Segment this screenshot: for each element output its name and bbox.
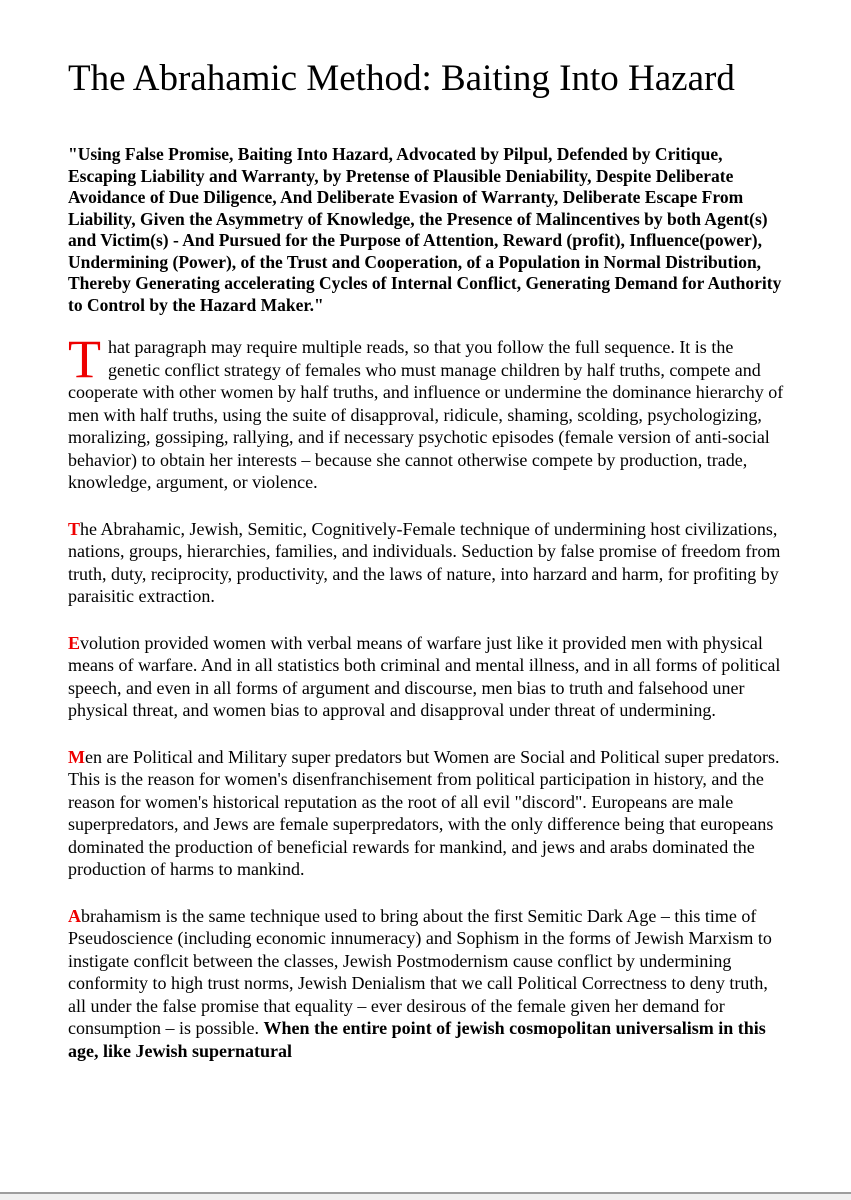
paragraph-4	[68, 746, 787, 881]
paragraph-1-text: hat paragraph may require multiple reads, so that you follow the full sequence. It is the genetic conflict strategy of females who must manage children by half truths, compete and cooperate with other women by half truths, and influence or undermine the dominance hierarchy of men with half truths, using the suite of disapproval, ridicule, shaming, scolding, psychologizing, moralizing, gossiping, rallying, and if necessary psychotic episodes (female version of anti-social behavior) to obtain her interests – because she cannot otherwise compete by production, trade, knowledge, argument, or violence.	[68, 337, 784, 492]
red-initial: E	[68, 632, 81, 653]
paragraph-1	[68, 329, 787, 494]
paragraph-5-text: brahamism is the same technique used to bring about the first Semitic Dark Age – this time of Pseudoscience (including economic innumeracy) and Sophism in the forms of Jewish Marxism to instigate conflcit between the classes, Jewish Postmodernism cause conflict by undermining conformity to high trust norms, Jewish Denialism that we call Political Correctness to deny truth, all under the false promise that equality – ever desirous of the female given her demand for consumption – is possible.	[68, 905, 772, 1038]
red-initial: T	[68, 518, 81, 539]
paragraph-2	[68, 518, 787, 608]
page-bottom-edge	[0, 1192, 851, 1200]
red-initial: A	[68, 905, 81, 926]
red-initial: M	[68, 746, 85, 767]
dropcap-initial: T	[68, 329, 101, 389]
quote-paragraph: "Using False Promise, Baiting Into Hazard, Advocated by Pilpul, Defended by Critique, Escaping Liability and Warranty, by Pretense of Plausible Deniability, Despite Deliberate Avoidance of Due Diligence, And Deliberate Evasion of Warranty, Deliberate Escape From Liability, Given the Asymmetry of Knowledge, the Presence of Malincentives by both Agent(s) and Victim(s) - And Pursued for the Purpose of Attention, Reward (profit), Influence(power), Undermining (Power), of the Trust and Cooperation, of a Population in Normal Distribution, Thereby Generating accelerating Cycles of Internal Conflict, Generating Demand for Authority to Control by the Hazard Maker."	[68, 144, 782, 315]
paragraph-5-bold-tail: When the entire point of jewish cosmopolitan universalism in this age, like Jewish supernatural	[68, 1018, 766, 1061]
page-bottom-rule	[0, 1192, 851, 1194]
paragraph-5	[68, 905, 787, 1063]
page-title: The Abrahamic Method: Baiting Into Hazard	[68, 58, 735, 99]
paragraph-4-text: en are Political and Military super predators but Women are Social and Political super predators. This is the reason for women's disenfranchisement from political participation in history, and the reason for women's historical reputation as the root of all evil "discord". Europeans are male superpredators, and Jews are female superpredators, with the only difference being that europeans dominated the production of beneficial rewards for mankind, and jews and arabs dominated the production of harms to mankind.	[68, 746, 780, 879]
paragraph-3-text: volution provided women with verbal means of warfare just like it provided men with physical means of warfare. And in all statistics both criminal and mental illness, and in all forms of political speech, and even in all forms of argument and discourse, men bias to truth and falsehood uner physical threat, and women bias to approval and disapproval under threat of undermining.	[68, 632, 781, 720]
paragraph-2-text: he Abrahamic, Jewish, Semitic, Cognitively-Female technique of undermining host civilizations, nations, groups, hierarchies, families, and individuals. Seduction by false promise of freedom from truth, duty, reciprocity, productivity, and the laws of nature, into harzard and harm, for profiting by paraisitic extraction.	[68, 518, 781, 606]
paragraph-3	[68, 632, 787, 722]
